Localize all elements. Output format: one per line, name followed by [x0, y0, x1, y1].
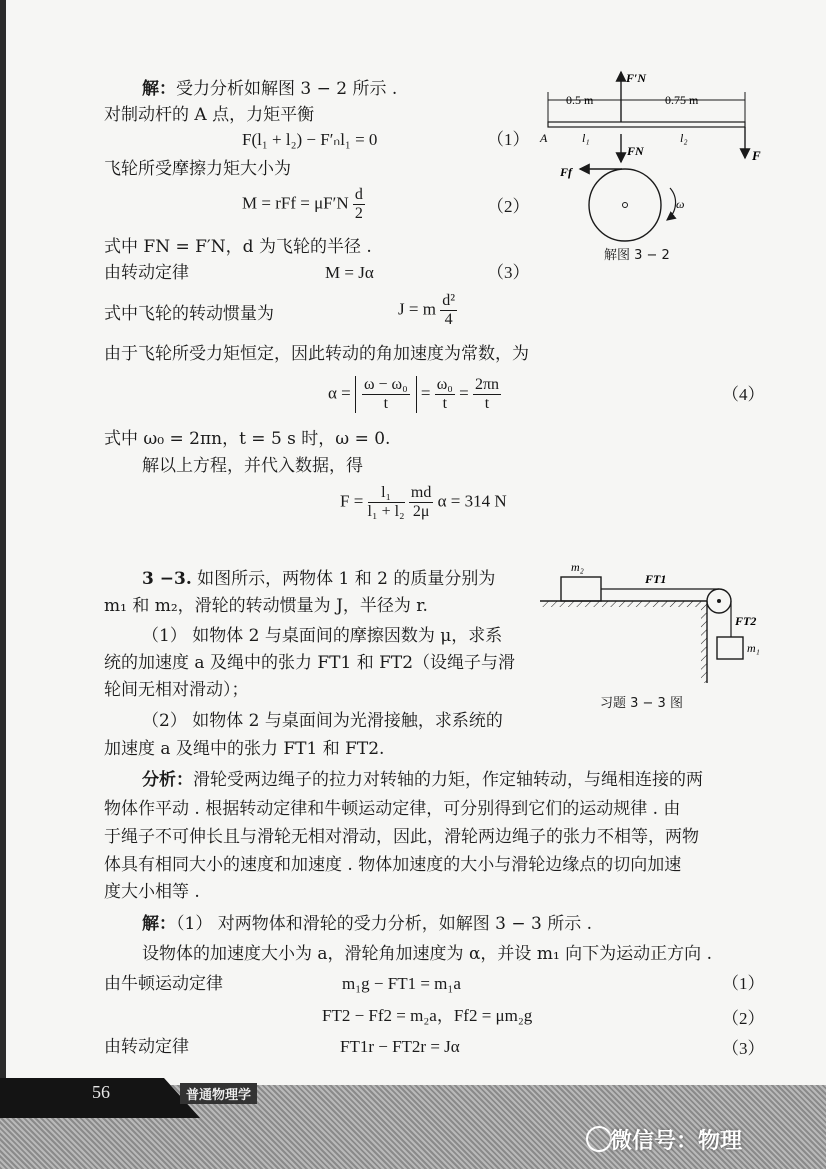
equation-3-number: （3）: [487, 263, 530, 282]
block-m2: [561, 577, 601, 601]
solution-2-label: 解：: [142, 914, 176, 934]
page-number: 56: [92, 1082, 110, 1102]
flywheel-axle: [623, 203, 628, 208]
question-1-line-c: 轮间无相对滑动）；: [104, 680, 249, 700]
equation-4-number: （4）: [722, 385, 765, 404]
pulley-axle: [717, 599, 721, 603]
flywheel: [589, 169, 661, 241]
equation-b-number: （2）: [722, 1009, 765, 1028]
inertia-frac-bottom: 4: [444, 311, 453, 328]
problem-3-3-line-2: m₁ 和 m₂，滑轮的转动惯量为 J，半径为 r.: [104, 596, 428, 616]
inertia-frac-top: d²: [442, 292, 455, 309]
solution-label: 解：: [142, 79, 176, 99]
m1-label: m₁: [747, 641, 760, 655]
equation-4-right-top: 2πn: [474, 376, 500, 393]
result-right: α = 314 N: [437, 491, 507, 511]
problem-3-3-line-1: [142, 568, 495, 590]
equation-1: F(l₁ + l₂) − F′ₙl₁ = 0: [242, 130, 378, 149]
analysis-line-5: 度大小相等 .: [104, 882, 200, 902]
problem-3-3-text-1: 如图所示，两物体 1 和 2 的质量分别为: [197, 569, 496, 589]
book-title: 普通物理学: [180, 1083, 257, 1104]
analysis-line-1: [142, 769, 703, 791]
ft2-label: FT2: [735, 614, 757, 628]
figure-1-caption: 解图 3 − 2: [604, 248, 670, 263]
solution-2-line-4: 由转动定律: [104, 1037, 189, 1057]
equation-4: α = $\frac{\text{ω − ω₀}}{t}$ = $\frac{\text{ω₀}}{t}$ = $\frac{2\pi n}{t}$: [328, 376, 500, 412]
page-edge: [0, 0, 6, 1169]
equation-4-abs-frac: [362, 376, 410, 413]
equation-4-mid-bottom: t: [442, 395, 448, 412]
inertia-equation-left: J = m: [398, 299, 436, 319]
equation-4-right-bottom: t: [484, 395, 490, 412]
torque-balance-line: 对制动杆的 A 点，力矩平衡: [104, 105, 315, 125]
brake-lever: [548, 122, 745, 127]
equation-2-left: M = rFf = μF′N: [242, 193, 349, 213]
inertia-line: 式中飞轮的转动惯量为: [104, 304, 274, 324]
table-hatch: [540, 601, 707, 607]
inertia-fraction: [440, 292, 457, 329]
solution-intro: [142, 78, 397, 100]
wechat-icon: [586, 1126, 612, 1152]
equation-c-number: （3）: [722, 1039, 765, 1058]
ff-label: Ff: [560, 165, 572, 179]
f-label: F: [752, 148, 761, 163]
result-frac-1: [368, 484, 405, 521]
result-frac-2-bottom: 2μ: [412, 503, 430, 520]
analysis-line-4: 体具有相同大小的速度和加速度 . 物体加速度的大小与滑轮边缘点的切向加速: [104, 855, 682, 875]
fn-prime-label: F′N: [626, 71, 647, 85]
block-m1: [717, 637, 743, 659]
l2-label: l₂: [680, 131, 688, 145]
solve-line: 解以上方程，并代入数据，得: [142, 456, 363, 476]
figure-2-caption: 习题 3 − 3 图: [600, 696, 683, 711]
result-frac-1-bottom: l₁ + l₂: [367, 503, 405, 520]
equation-4-abs: [355, 376, 417, 413]
omega-arc: [667, 188, 676, 220]
solution-intro-text: 受力分析如解图 3 − 2 所示 .: [176, 79, 398, 99]
angular-acceleration-line: 由于飞轮所受力矩恒定，因此转动的角加速度为常数，为: [104, 344, 529, 364]
point-a-label: A: [540, 131, 548, 145]
equation-a-number: （1）: [722, 974, 765, 993]
question-2-line-a: （2） 如物体 2 与桌面间为光滑接触，求系统的: [142, 711, 503, 731]
result-equation: [340, 484, 507, 521]
equation-2-frac-bottom: 2: [354, 205, 363, 222]
ft1-label: FT1: [645, 572, 667, 586]
question-2-line-b: 加速度 a 及绳中的张力 FT1 和 FT2.: [104, 739, 385, 759]
equation-a: m₁g − FT1 = m₁a: [342, 974, 461, 993]
equation-1-number: （1）: [487, 130, 530, 149]
omega-label: ω: [676, 197, 685, 211]
equation-4-mid-frac: [435, 376, 455, 413]
solution-2-text-1: （1） 对两物体和滑轮的受力分析，如解图 3 − 3 所示 .: [176, 914, 593, 934]
equation-c: FT1r − FT2r = Jα: [340, 1037, 460, 1056]
m2-label: m₂: [571, 560, 584, 574]
figure-pulley-system: [535, 555, 785, 695]
analysis-text-1: 滑轮受两边绳子的拉力对转轴的力矩，作定轴转动，与绳相连接的两: [193, 770, 703, 790]
analysis-label: 分析：: [142, 770, 193, 790]
equation-4-alpha: α =: [328, 383, 351, 403]
where-fn-line: 式中 FN = F′N，d 为飞轮的半径 .: [104, 237, 372, 257]
inertia-equation: [398, 292, 457, 329]
analysis-line-3: 于绳子不可伸长且与滑轮无相对滑动，因此，滑轮两边绳子的张力不相等，两物: [104, 827, 699, 847]
problem-number: 3 −3.: [142, 569, 192, 589]
question-1-line-a: （1） 如物体 2 与桌面间的摩擦因数为 μ，求系: [142, 626, 503, 646]
analysis-line-2: 物体作平动 . 根据转动定律和牛顿运动定律，可分别得到它们的运动规律 . 由: [104, 799, 681, 819]
result-left: F =: [340, 491, 364, 511]
dimension-right-label: 0.75 m: [665, 93, 699, 107]
equation-2-frac-top: d: [354, 186, 363, 203]
fn-label: FN: [627, 144, 644, 158]
result-frac-1-top: l₁: [368, 484, 405, 503]
result-frac-2-top: md: [410, 484, 432, 501]
equation-4-abs-top: ω − ω₀: [364, 376, 408, 393]
solution-2-line-1: [142, 913, 592, 935]
solution-2-line-3: 由牛顿运动定律: [104, 974, 223, 994]
equation-4-mid-top: ω₀: [436, 376, 453, 393]
result-frac-2: [409, 484, 433, 521]
equation-2: [242, 186, 365, 223]
equation-2-fraction: [353, 186, 365, 223]
figure-brake-flywheel: [530, 60, 780, 270]
watermark-text: 微信号：物理: [610, 1129, 743, 1154]
equation-b: FT2 − Ff2 = m₂a，Ff2 = μm₂g: [322, 1006, 533, 1025]
equation-4-right-frac: [473, 376, 501, 413]
friction-torque-line: 飞轮所受摩擦力矩大小为: [104, 159, 291, 179]
equation-4-abs-bottom: t: [383, 395, 389, 412]
initial-condition-line: 式中 ω₀ = 2πn，t = 5 s 时，ω = 0.: [104, 429, 391, 449]
dimension-left-label: 0.5 m: [566, 93, 594, 107]
rotation-law-line: 由转动定律: [104, 263, 189, 283]
solution-2-line-2: 设物体的加速度大小为 a，滑轮角加速度为 α，并设 m₁ 向下为运动正方向 .: [142, 944, 712, 964]
equation-2-number: （2）: [487, 197, 530, 216]
question-1-line-b: 统的加速度 a 及绳中的张力 FT1 和 FT2（设绳子与滑: [104, 653, 516, 673]
l1-label: l₁: [582, 131, 590, 145]
equation-3: M = Jα: [325, 263, 374, 282]
